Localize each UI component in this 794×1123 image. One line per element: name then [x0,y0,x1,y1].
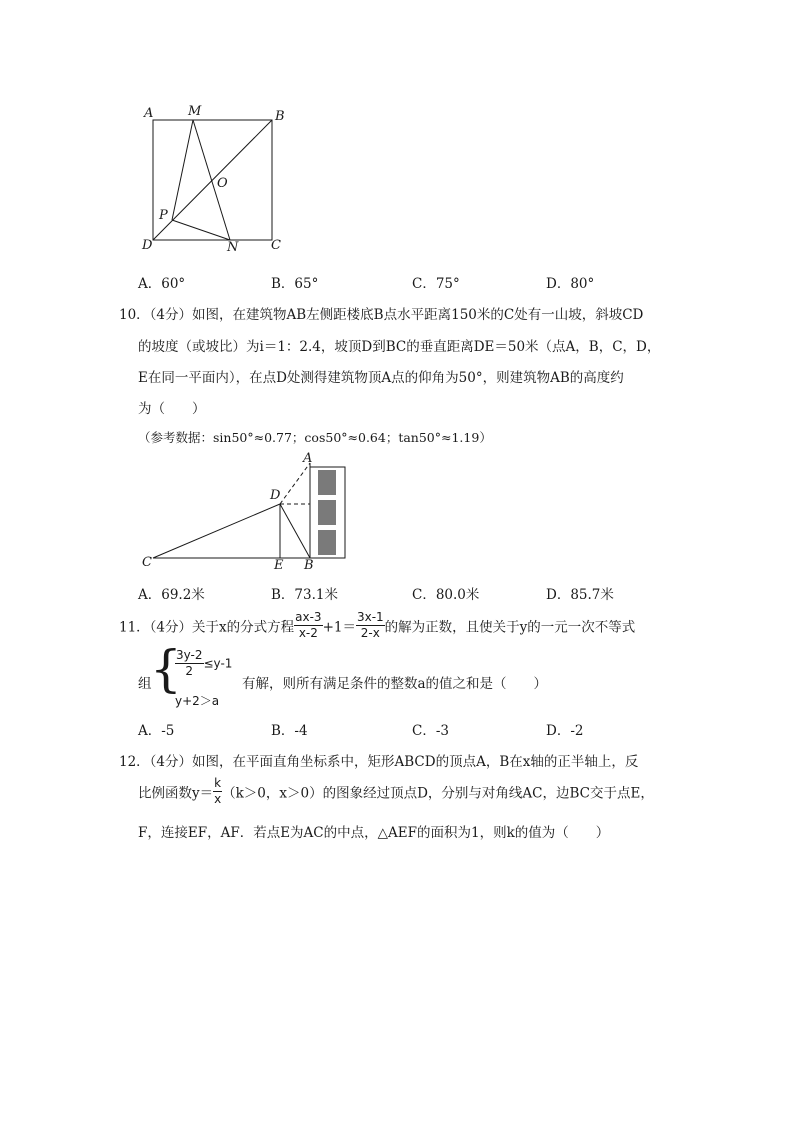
q11-ineq1-num: 3y-2 [176,648,203,662]
label-D: D [142,238,153,253]
q10-option-a: A．69.2米 [138,587,205,603]
q10-line-4: 为（ ） [138,401,206,417]
q12-k-num: k [214,776,222,790]
q11-line-1 [119,610,635,641]
q12-line-2-post: （k＞0，x＞0）的图象经过顶点D，分别与对角线AC，边BC交于点E， [222,785,654,802]
label-A: A [144,106,154,121]
line-mp [172,120,193,220]
q11-mid: +1＝ [322,619,356,636]
q11-inequality-1 [175,648,232,679]
q10-line-1: 10．（4分）如图，在建筑物AB左侧距楼底B点水平距离150米的C处有一山坡，斜坡CD [119,307,644,323]
q11-option-c: C．-3 [412,723,449,739]
q11-brace: { [150,640,182,698]
q12-line-3: F，连接EF，AF．若点E为AC的中点，△AEF的面积为1，则k的值为（ ） [138,825,610,841]
q11-ineq1-rest: ≤y-1 [203,656,233,671]
line-pn [172,220,230,240]
q10-line-3: E在同一平面内），在点D处测得建筑物顶A点的仰角为50°，则建筑物AB的高度约 [138,370,624,386]
q9-option-b: B．65° [271,276,319,292]
q11-fraction-2 [356,610,385,641]
q9-option-c: C．75° [412,276,460,292]
q11-f2-den: 2-x [360,626,380,640]
q9-option-d: D．80° [546,276,595,292]
fig2-label-A: A [303,451,313,466]
q11-f1-den: x-2 [298,626,318,640]
q10-reference-data: （参考数据：sin50°≈0.77；cos50°≈0.64；tan50°≈1.19） [138,430,492,445]
label-M: M [188,104,202,119]
fig2-label-C: C [142,555,152,570]
fig2-label-E: E [274,558,284,573]
q11-option-d: D．-2 [546,723,584,739]
figure-slope-building [140,450,360,575]
q11-zu: 组 [138,676,152,692]
label-C: C [271,238,281,253]
q11-option-b: B．-4 [271,723,308,739]
fig2-label-B: B [304,558,314,573]
q11-f2-num: 3x-1 [356,610,384,624]
q10-line-2: 的坡度（或坡比）为i＝1：2.4，坡顶D到BC的垂直距离DE＝50米（点A，B，C，D， [138,339,661,355]
dashed-da [280,463,310,504]
q11-prefix: 11．（4分）关于x的分式方程 [119,619,295,636]
q12-k-den: x [214,792,222,806]
q12-line-2 [138,776,654,807]
q11-f1-num: ax-3 [295,610,322,624]
q12-k-over-x [213,776,222,807]
diagonal-db [153,120,272,240]
window-3 [318,530,336,555]
q9-option-a: A．60° [138,276,186,292]
q12-line-2-pre: 比例函数y＝ [138,785,214,802]
window-2 [318,500,336,525]
q11-ineq1-den: 2 [185,664,194,678]
label-N: N [227,240,239,255]
label-B: B [275,109,285,124]
label-P: P [159,208,168,223]
q11-ineq1-fraction [175,648,204,679]
q11-option-a: A．-5 [138,723,175,739]
q11-tail: 有解，则所有满足条件的整数a的值之和是（ ） [242,676,548,692]
q11-inequality-2: y+2＞a [175,694,220,708]
line-db [280,504,310,558]
slope-cd [153,504,280,558]
q11-fraction-1 [294,610,322,641]
window-1 [318,470,336,495]
fig2-label-D: D [270,488,281,503]
q10-option-c: C．80.0米 [412,587,480,603]
q10-option-b: B．73.1米 [271,587,338,603]
q11-suffix: 的解为正数，且使关于y的一元一次不等式 [384,619,636,636]
label-O: O [217,176,228,191]
q10-option-d: D．85.7米 [546,587,614,603]
q12-line-1: 12．（4分）如图，在平面直角坐标系中，矩形ABCD的顶点A，B在x轴的正半轴上，反 [119,754,639,770]
